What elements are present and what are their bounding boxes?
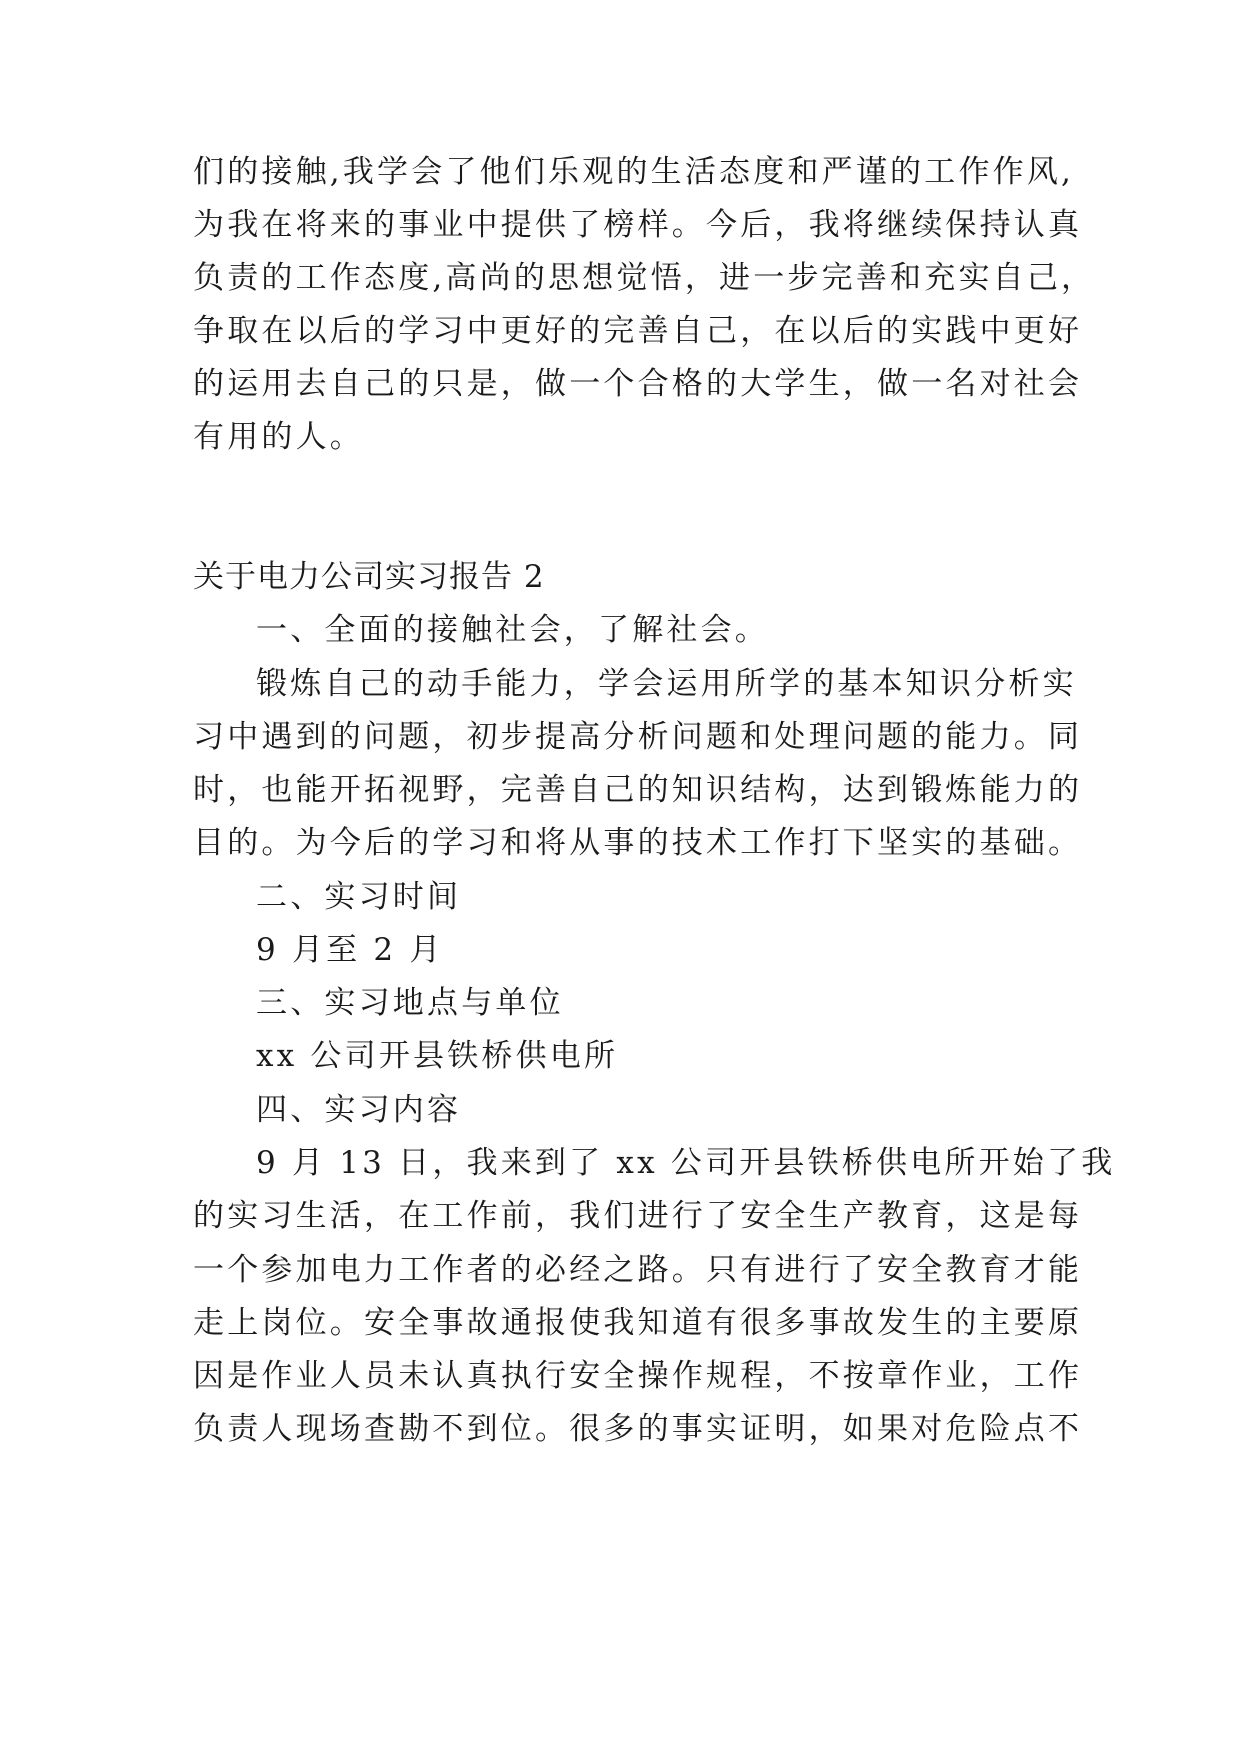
section-value: 9 月至 2 月 bbox=[256, 932, 444, 968]
paragraph-line: 9 月 13 日，我来到了 xx 公司开县铁桥供电所开始了我 bbox=[256, 1145, 1116, 1181]
paragraph-line: 锻炼自己的动手能力，学会运用所学的基本知识分析实 bbox=[256, 666, 1077, 702]
paragraph-line: 的运用去自己的只是，做一个合格的大学生，做一名对社会 bbox=[193, 366, 1083, 402]
paragraph-line: 争取在以后的学习中更好的完善自己，在以后的实践中更好 bbox=[193, 313, 1083, 349]
paragraph-line: 负责的工作态度,高尚的思想觉悟，进一步完善和充实自己， bbox=[193, 260, 1096, 296]
paragraph-line: 们的接触,我学会了他们乐观的生活态度和严谨的工作作风, bbox=[193, 154, 1075, 190]
paragraph-line: 有用的人。 bbox=[193, 419, 364, 455]
paragraph-line: 时，也能开拓视野，完善自己的知识结构，达到锻炼能力的 bbox=[193, 772, 1083, 808]
paragraph-line: 为我在将来的事业中提供了榜样。今后，我将继续保持认真 bbox=[193, 207, 1083, 243]
paragraph-line: 走上岗位。安全事故通报使我知道有很多事故发生的主要原 bbox=[193, 1305, 1083, 1341]
section-heading: 三、实习地点与单位 bbox=[256, 985, 564, 1021]
paragraph-line: 习中遇到的问题，初步提高分析问题和处理问题的能力。同 bbox=[193, 719, 1083, 755]
section-heading: 二、实习时间 bbox=[256, 879, 462, 915]
section-heading: 四、实习内容 bbox=[256, 1092, 462, 1128]
section-heading: 一、全面的接触社会，了解社会。 bbox=[256, 612, 769, 648]
paragraph-line: 负责人现场查勘不到位。很多的事实证明，如果对危险点不 bbox=[193, 1411, 1083, 1447]
report-title: 关于电力公司实习报告 2 bbox=[193, 559, 545, 595]
paragraph-line: 的实习生活，在工作前，我们进行了安全生产教育，这是每 bbox=[193, 1198, 1083, 1234]
paragraph-line: 一个参加电力工作者的必经之路。只有进行了安全教育才能 bbox=[193, 1252, 1083, 1288]
section-value: xx 公司开县铁桥供电所 bbox=[256, 1038, 619, 1074]
paragraph-line: 因是作业人员未认真执行安全操作规程，不按章作业，工作 bbox=[193, 1358, 1083, 1394]
paragraph-line: 目的。为今后的学习和将从事的技术工作打下坚实的基础。 bbox=[193, 825, 1083, 861]
